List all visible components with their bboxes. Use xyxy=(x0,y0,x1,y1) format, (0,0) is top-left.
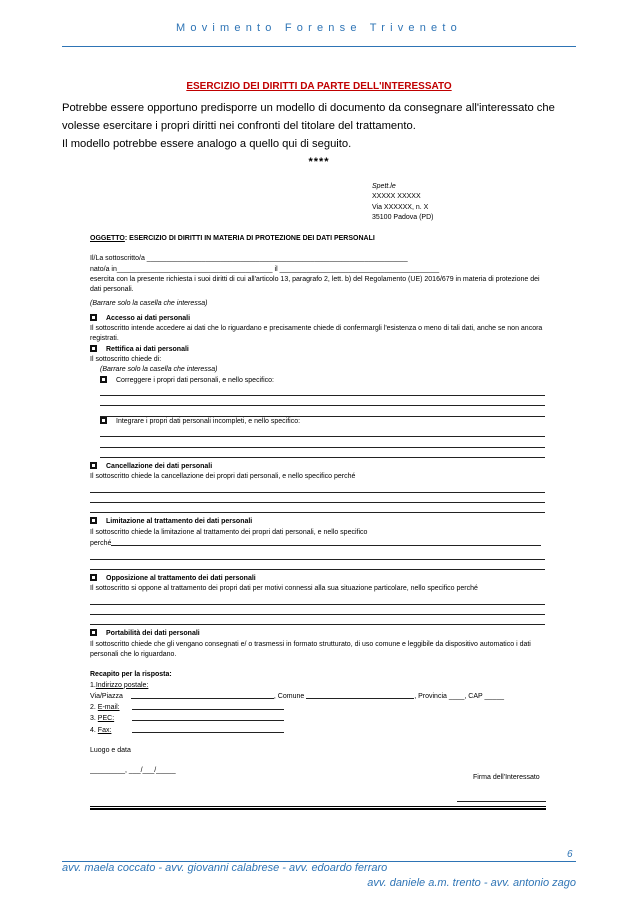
pec-input[interactable] xyxy=(132,713,284,721)
address-line: 35100 Padova (PD) xyxy=(372,213,434,221)
footer-authors-line2: avv. daniele a.m. trento - avv. antonio zago xyxy=(367,877,576,889)
fill-line[interactable] xyxy=(90,503,545,513)
address-line: Via XXXXXX, n. X xyxy=(372,203,429,211)
checkbox-icon[interactable] xyxy=(90,629,97,636)
integrate-option[interactable]: Integrare i propri dati personali incompleti, e nello specifico: xyxy=(90,417,545,427)
restriction-reason[interactable]: perché xyxy=(90,538,545,549)
fax-field[interactable]: 4. Fax: xyxy=(90,725,545,736)
fill-line[interactable] xyxy=(90,605,545,615)
fill-line[interactable] xyxy=(111,538,541,546)
fill-line[interactable] xyxy=(90,595,545,605)
correct-option[interactable]: Correggere i propri dati personali, e nello specifico: xyxy=(90,376,545,386)
pec-field[interactable]: 3. PEC: xyxy=(90,713,545,724)
fill-line[interactable] xyxy=(90,560,545,570)
access-text: Il sottoscritto intende accedere ai dati che lo riguardano e precisamente chiede di confermargli l'esistenza o meno di tali dati, anche se non ancora registrati. xyxy=(90,325,543,343)
select-note: (Barrare solo la casella che interessa) xyxy=(90,300,208,308)
fill-line[interactable] xyxy=(100,427,545,437)
checkbox-icon[interactable] xyxy=(90,314,97,321)
signature-line[interactable] xyxy=(457,801,546,802)
separator-stars: **** xyxy=(308,156,330,168)
fill-line[interactable] xyxy=(90,549,545,559)
rectify-option[interactable]: Rettifica ai dati personali xyxy=(90,345,545,355)
form-end-rule xyxy=(90,808,546,810)
birth-field[interactable]: nato/a in________________________________________ il _________________________________________ xyxy=(90,265,440,273)
street-input[interactable] xyxy=(131,691,274,699)
exercise-text: esercita con la presente richiesta i suoi diritti di cui all'articolo 13, paragrafo 2, lett. b) del Regolamento (UE) 2016/679 in materia di protezione dei dati personali. xyxy=(90,275,540,294)
portability-text: Il sottoscritto chiede che gli vengano consegnati e/ o trasmessi in formato strutturato, di uso comune e leggibile da dispositivo automatico i dati personali che lo riguardano. xyxy=(90,640,531,658)
fill-line[interactable] xyxy=(100,448,545,458)
fill-line[interactable] xyxy=(100,386,545,396)
rectify-note: (Barrare solo la casella che interessa) xyxy=(100,366,218,374)
checkbox-icon[interactable] xyxy=(100,417,107,424)
address-line: XXXXX XXXXX xyxy=(372,193,421,201)
objection-text: Il sottoscritto si oppone al trattamento dei propri dati per motivi connessi alla sua situazione particolare, nello specifico perché xyxy=(90,585,478,593)
section-title: ESERCIZIO DEI DIRITTI DA PARTE DELL'INTERESSATO xyxy=(186,81,452,92)
fill-line[interactable] xyxy=(100,406,545,416)
address-line: Spett.le xyxy=(372,183,396,190)
reply-address-title: Recapito per la risposta: xyxy=(90,671,172,679)
fill-line[interactable] xyxy=(100,396,545,406)
header-title: Movimento Forense Triveneto xyxy=(176,22,462,34)
fill-line[interactable] xyxy=(90,483,545,493)
objection-option[interactable]: Opposizione al trattamento dei dati personali xyxy=(90,574,545,584)
checkbox-icon[interactable] xyxy=(90,574,97,581)
intro-paragraph: Potrebbe essere opportuno predisporre un modello di documento da consegnare all'interessato che volesse esercitare i propri diritti nei confronti del titolare del trattamento. xyxy=(62,102,555,132)
access-option[interactable]: Accesso ai dati personali xyxy=(90,314,545,324)
header-divider xyxy=(62,46,576,47)
undersigned-field[interactable]: Il/La sottoscritto/a ___________________________________________________________________ xyxy=(90,255,408,263)
model-paragraph: Il modello potrebbe essere analogo a quello qui di seguito. xyxy=(62,138,352,150)
place-date-field[interactable]: _________, ___/___/_____ xyxy=(90,767,176,775)
fill-line[interactable] xyxy=(90,615,545,625)
fill-line[interactable] xyxy=(90,493,545,503)
checkbox-icon[interactable] xyxy=(90,462,97,469)
checkbox-icon[interactable] xyxy=(90,345,97,352)
street-field[interactable]: Via/Piazza , Comune , Provincia ____, CAP _____ xyxy=(90,692,504,700)
fax-input[interactable] xyxy=(132,725,284,733)
postal-address-label: 1.Indirizzo postale: xyxy=(90,681,149,689)
city-input[interactable] xyxy=(306,691,414,699)
email-field[interactable]: 2. E-mail: xyxy=(90,702,545,713)
form-end-rule xyxy=(90,806,546,807)
request-form xyxy=(90,234,545,777)
restriction-text: Il sottoscritto chiede la limitazione al trattamento dei propri dati personali, e nello specifico xyxy=(90,528,368,536)
fill-line[interactable] xyxy=(100,437,545,447)
checkbox-icon[interactable] xyxy=(100,376,107,383)
restriction-option[interactable]: Limitazione al trattamento dei dati personali xyxy=(90,517,545,527)
rectify-text: Il sottoscritto chiede di: xyxy=(90,355,162,363)
portability-option[interactable]: Portabilità dei dati personali xyxy=(90,629,545,639)
subject-line xyxy=(90,234,545,244)
subject-text: : ESERCIZIO DI DIRITTI IN MATERIA DI PROTEZIONE DEI DATI PERSONALI xyxy=(124,235,375,242)
place-date-label: Luogo e data xyxy=(90,747,131,755)
erasure-text: Il sottoscritto chiede la cancellazione dei propri dati personali, e nello specifico perché xyxy=(90,473,356,481)
signature-label: Firma dell'Interessato xyxy=(473,774,540,781)
email-input[interactable] xyxy=(132,702,284,710)
erasure-option[interactable]: Cancellazione dei dati personali xyxy=(90,462,545,472)
subject-label: OGGETTO xyxy=(90,235,125,242)
page-number: 6 xyxy=(567,849,573,860)
checkbox-icon[interactable] xyxy=(90,517,97,524)
footer-authors-line1: avv. maela coccato - avv. giovanni calabrese - avv. edoardo ferraro xyxy=(62,862,388,874)
recipient-address xyxy=(372,182,433,223)
